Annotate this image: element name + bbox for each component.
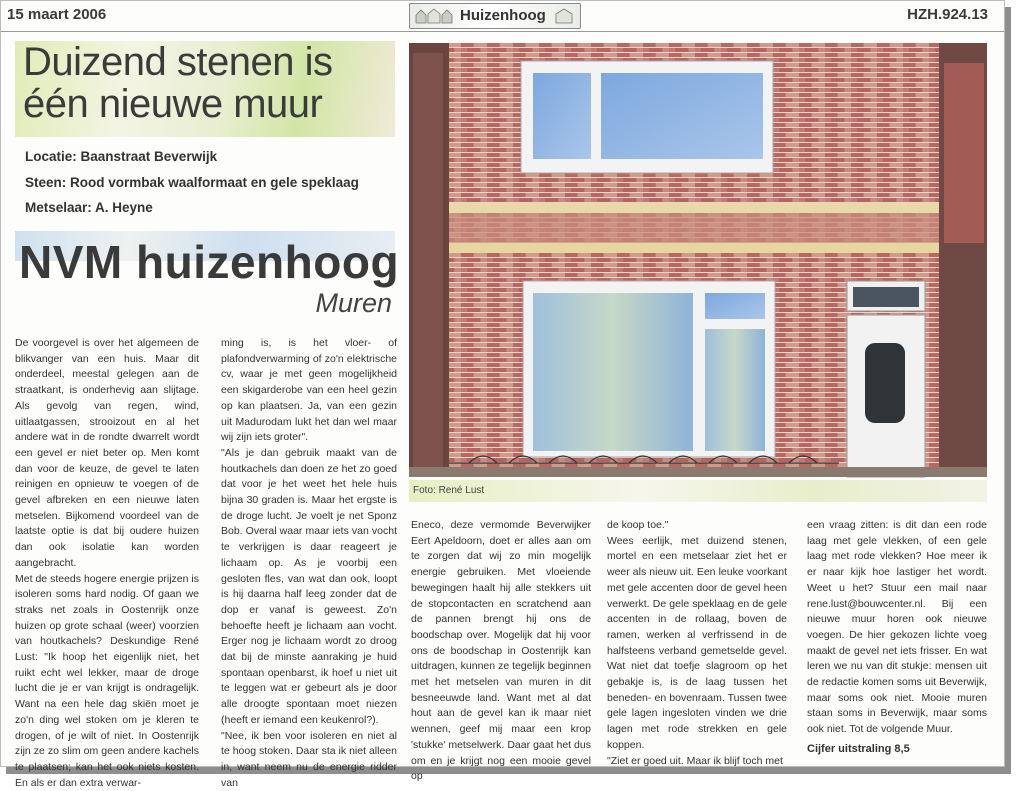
article-column-3 [411, 518, 591, 783]
house-row-icon [416, 8, 452, 23]
house-icon [554, 8, 574, 23]
issue-date: 15 maart 2006 [7, 6, 107, 23]
article-column-2 [221, 336, 397, 789]
column-text: de koop toe." Wees eerlijk, met duizend stenen, mortel en een metselaar ziet het er weer als nieuw uit. Een leuke voorkant met gele accenten door de gevel heen verwerkt. De gele speklaag en de gele accenten in de rollaag, boven de ramen, werken al verfrissend in de halfsteens verband gemetselde gevel. Wat niet dat toefje slagroom op het gebakje is, is de laag tussen het beneden- en bovenraam. Tussen twee gele lagen ingesloten vinden we drie lagen met rode strekken en gele koppen. "Ziet er goed uit. Maar ik blijf toch met [607, 519, 787, 767]
section-title: NVM huizenhoog [19, 236, 400, 288]
meta-stone: Steen: Rood vormbak waalformaat en gele speklaag [25, 175, 359, 190]
page-code: HZH.924.13 [907, 6, 988, 23]
photo-credit: Foto: René Lust [413, 485, 485, 496]
column-text: Eneco, deze vermomde Beverwijker Eert Apeldoorn, doet er alles aan om te zorgen dat wij zo min mogelijk energie gebruiken. Met vloeiende bewegingen haalt hij alle stekkers uit de stopcontacten en scratchend aan de pannen brengt hij ons de boodschap over. Mogelijk dat hij voor ons de boodschap in Oostenrijk kan uitdragen, kunnen ze tegelijk beginnen met het metselen van muren in dit besneeuwde land. Want met al dat hout aan de gevel kan ik maar niet wennen, geef mij maar een krop 'stukke' metselwerk. Daar gaat het dus om en je krijgt nog een mooie gevel op [411, 519, 591, 783]
rating-line: Cijfer uitstraling 8,5 [807, 743, 910, 755]
headline: Duizend stenen is één nieuwe muur [23, 40, 333, 126]
column-text: een vraag zitten: is dit dan een rode laag met gele vlekken, of een gele laag met rode vlekken? Hoe meer ik er naar kijk hoe lastiger het wordt. Weet u het? Stuur een mail naar rene.lust@bouwcenter.nl. Bij een nieuwe muur horen ook nieuwe voegen. De hier gekozen lichte voeg maakt de gevel net iets frisser. En wat leren we nu van dit stukje: mensen uit de redactie komen soms uit Beverwijk, maar soms ook niet. Mooie muren staan soms in Beverwijk, maar soms ook niet. Tot de volgende Muur. [807, 519, 987, 736]
column-text: ming is, is het vloer- of plafondverwarming of zo'n elektrische cv, waar je met geen mogelijkheid een skigarderobe van een heel gezin op kan plaatsen. Ja, van een gezin uit Madurodam lukt het dan wel maar wij zijn iets groter". "Als je dan gebruik maakt van de houtkachels dan doen ze het zo goed dat voor je het weet het hele huis bijna 30 graden is. Maar het ergste is de droge lucht. Je voelt je net Sponz Bob. Overal waar maar iets van vocht te verkrijgen is daar reageert je lichaam op. As je voorbij een gesloten fles, van wat dan ook, loopt is hij daarna half leeg zonder dat de dop er vanaf is geweest. Zo'n behoefte heeft je lichaam aan vocht. Erger nog je lichaam wordt zo droog dat bij de minste aanraking je huid spontaan openbarst, ik hoef u niet uit te leggen wat er gebeurt als je door alle droogte spontaan moet niezen (heeft er iemand een keukenrol?). "Nee, ik ben voor isoleren en niet al te hoog stoken. Daar sta ik niet alleen in, want neem nu de energie ridder van [221, 337, 397, 789]
publication-logo [409, 3, 581, 29]
meta-mason: Metselaar: A. Heyne [25, 200, 153, 215]
photo-credit-band [409, 480, 987, 502]
article-column-1 [15, 336, 199, 789]
publication-logo-text: Huizenhoog [460, 7, 546, 24]
article-column-5 [807, 518, 987, 740]
column-text: De voorgevel is over het algemeen de blikvanger van een huis. Maar dit onderdeel, meestal gelegen aan de straatkant, is onderhevig aan slijtage. Als gevolg van regen, wind, uitlaatgassen, strooizout en al het andere wat in de rondte dwarrelt wordt een gevel er niet beter op. Men komt dan voor de keuze, de gevel te laten reinigen en opnieuw te voegen of de gevel afbreken en een nieuwe laten metselen. Bijkomend voordeel van de laatste optie is dat bij oudere huizen dan ook isolatie kan worden aangebracht. Met de steeds hogere energie prijzen is isoleren soms hard nodig. Of gaan we straks net zoals in Oostenrijk onze huizen op grote schaal (weer) voorzien van houtkachels? Deskundige René Lust: "Ik hoop het eigenlijk niet, het ruikt echt wel lekker, maar de droge lucht die je er van krijgt is ondragelijk. Want na een hele dag skiën moet je zo'n ding wel stoken om je kleren te drogen, of je wilt of niet. In Oostenrijk zijn ze zo slim om geen andere kachels te plaatsen; kan het ook niets kosten. En als er dan extra verwar- [15, 337, 199, 789]
page-header [1, 1, 1004, 32]
meta-location: Locatie: Baanstraat Beverwijk [25, 149, 218, 164]
article-column-4 [607, 518, 787, 767]
house-facade-photo [409, 43, 987, 477]
facade-illustration [409, 43, 987, 477]
section-subtitle: Muren [315, 288, 392, 318]
